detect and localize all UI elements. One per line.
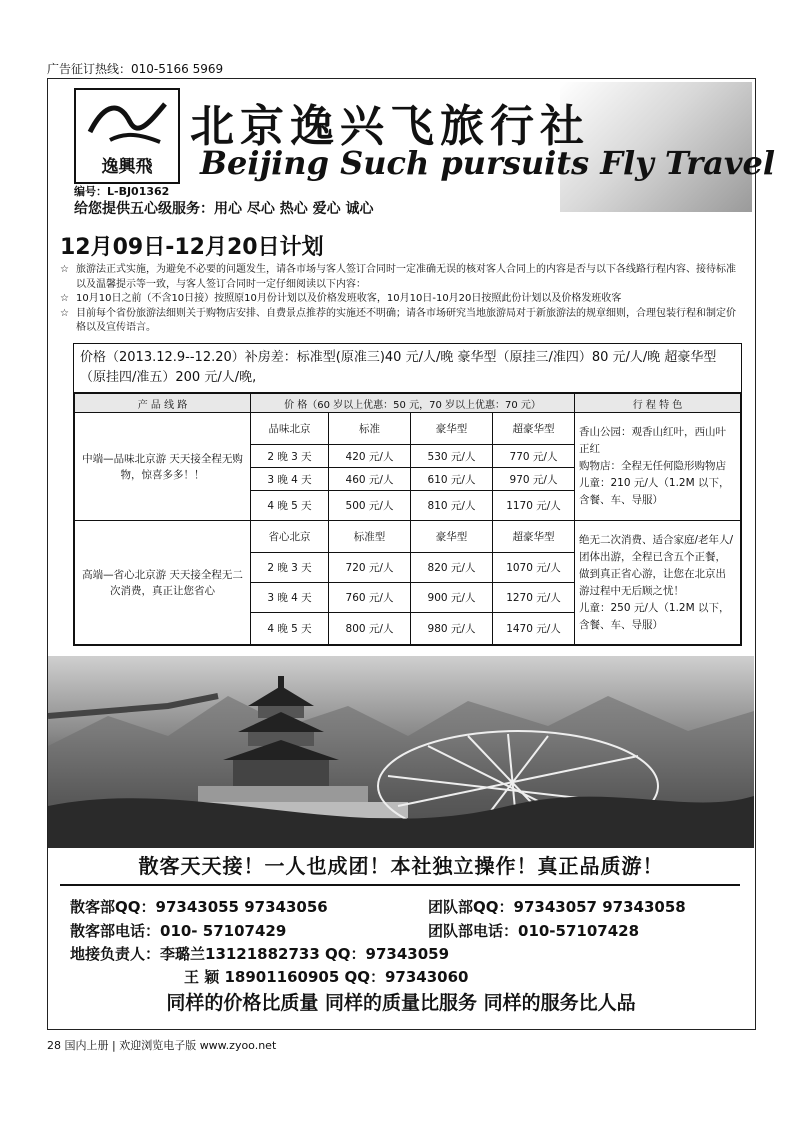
table-row [75,413,741,445]
fit-tel: 散客部电话：010- 57107429 [70,922,287,940]
sub-header-cell: 品味北京 [251,413,329,445]
col-price: 价 格（60 岁以上优惠：50 元，70 岁以上优惠：70 元） [251,394,575,413]
sub-header-cell: 标准型 [329,521,411,553]
star-icon: ☆ [60,264,69,275]
bottom-slogan: 同样的价格比质量 同样的质量比服务 同样的服务比人品 [166,992,636,1014]
price-table-box [73,343,742,646]
beijing-landmarks-banner [48,656,754,848]
price-cell: 820 元/人 [411,553,493,583]
agency-name-en: Beijing Such pursuits Fly Travel [200,144,776,182]
sub-header-cell: 标准 [329,413,411,445]
price-cell: 770 元/人 [493,445,575,468]
price-cell: 760 元/人 [329,583,411,613]
price-cell: 970 元/人 [493,468,575,491]
sub-header-cell: 豪华型 [411,413,493,445]
duration-cell: 2 晚 3 天 [251,445,329,468]
duration-cell: 4 晚 5 天 [251,613,329,645]
group-qq: 团队部QQ：97343057 97343058 [428,898,686,916]
price-cell: 720 元/人 [329,553,411,583]
landmarks-illustration [48,656,754,848]
duration-cell: 4 晚 5 天 [251,491,329,521]
feature-text [575,521,741,645]
manager-1: 地接负责人：李璐兰13121882733 QQ：97343059 [70,945,450,963]
agency-name-cn: 北京逸兴飞旅行社 [190,101,590,152]
price-cell: 1470 元/人 [493,613,575,645]
price-cell: 500 元/人 [329,491,411,521]
duration-cell: 2 晚 3 天 [251,553,329,583]
divider [60,884,740,886]
price-cell: 980 元/人 [411,613,493,645]
star-icon: ☆ [60,293,69,304]
duration-cell: 3 晚 4 天 [251,583,329,613]
table-header-row [75,394,741,413]
price-table [74,393,741,645]
note-item: ☆ 旅游法正式实施，为避免不必要的问题发生，请各市场与客人签订合同时一定准确无误的核对客人合同上的内容是否与以下各线路行程内容、接待标准以及温馨提示等一致，与客人签订合同时一定仔细阅读以下内容： [60,264,736,290]
route-name: 高端—省心北京游 天天接全程无二次消费，真正让您省心 [75,521,251,645]
price-cell: 420 元/人 [329,445,411,468]
star-icon: ☆ [60,307,69,319]
page-footer: 28 国内上册 | 欢迎浏览电子版 www.zyoo.net [47,1039,277,1052]
price-cell: 800 元/人 [329,613,411,645]
note-item: ☆ 10月10日之前（不含10日接）按照原10月份计划以及价格发班收客，10月10日-10月20日按照此份计划以及价格发班收客 [60,292,740,307]
col-route: 产 品 线 路 [75,394,251,413]
price-cell: 1070 元/人 [493,553,575,583]
sub-header-cell: 超豪华型 [493,521,575,553]
duration-cell: 3 晚 4 天 [251,468,329,491]
feature-content: 香山公园：观香山红叶，西山叶正红 购物店：全程无任何隐形购物店 儿童：210 元/人（1.2M 以下，含餐、车、导服） [579,426,730,506]
price-cell: 530 元/人 [411,445,493,468]
ad-hotline: 广告征订热线：010-5166 5969 [47,62,224,76]
col-feature: 行 程 特 色 [575,394,741,413]
bird-logo-icon [80,92,172,152]
plan-title: 12月09日-12月20日计划 [60,235,324,260]
feature-text [575,413,741,521]
group-tel: 团队部电话：010-57107428 [428,922,640,940]
sub-header-cell: 超豪华型 [493,413,575,445]
license-code: 编号：L-BJ01362 [74,185,170,198]
price-header: 价格（2013.12.9--12.20）补房差：标准型(原准三)40 元/人/晚 豪华型（原挂三/准四）80 元/人/晚 超豪华型（原挂四/准五）200 元/人/晚, [74,344,741,393]
notes-list [60,263,740,336]
fit-qq: 散客部QQ：97343055 97343056 [70,898,328,916]
route-name: 中端—品味北京游 天天接全程无购物，惊喜多多！！ [75,413,251,521]
slogan-banner: 散客天天接！一人也成团！本社独立操作！真正品质游！ [138,854,664,878]
price-cell: 900 元/人 [411,583,493,613]
note-item: ☆ 目前每个省份旅游法细则关于购物店安排、自费景点推荐的实施还不明确；请各市场研究当地旅游局对于新旅游法的规章细则，合理包装行程和制定价格以及宣传语言。 [60,307,736,333]
agency-logo [74,88,180,184]
price-cell: 460 元/人 [329,468,411,491]
price-cell: 1170 元/人 [493,491,575,521]
sub-header-cell: 豪华型 [411,521,493,553]
sub-header-cell: 省心北京 [251,521,329,553]
price-cell: 1270 元/人 [493,583,575,613]
manager-2: 王 颖 18901160905 QQ：97343060 [184,968,469,986]
logo-text: 逸興飛 [101,157,153,177]
table-row [75,521,741,553]
service-slogan: 给您提供五心级服务：用心 尽心 热心 爱心 诚心 [74,201,374,217]
feature-content: 绝无二次消费、适合家庭/老年人/团体出游，全程已含五个正餐，做到真正省心游，让您在北京出游过程中无后顾之忧！ 儿童：250 元/人（1.2M 以下，含餐、车、导服） [579,533,734,631]
price-cell: 610 元/人 [411,468,493,491]
price-cell: 810 元/人 [411,491,493,521]
